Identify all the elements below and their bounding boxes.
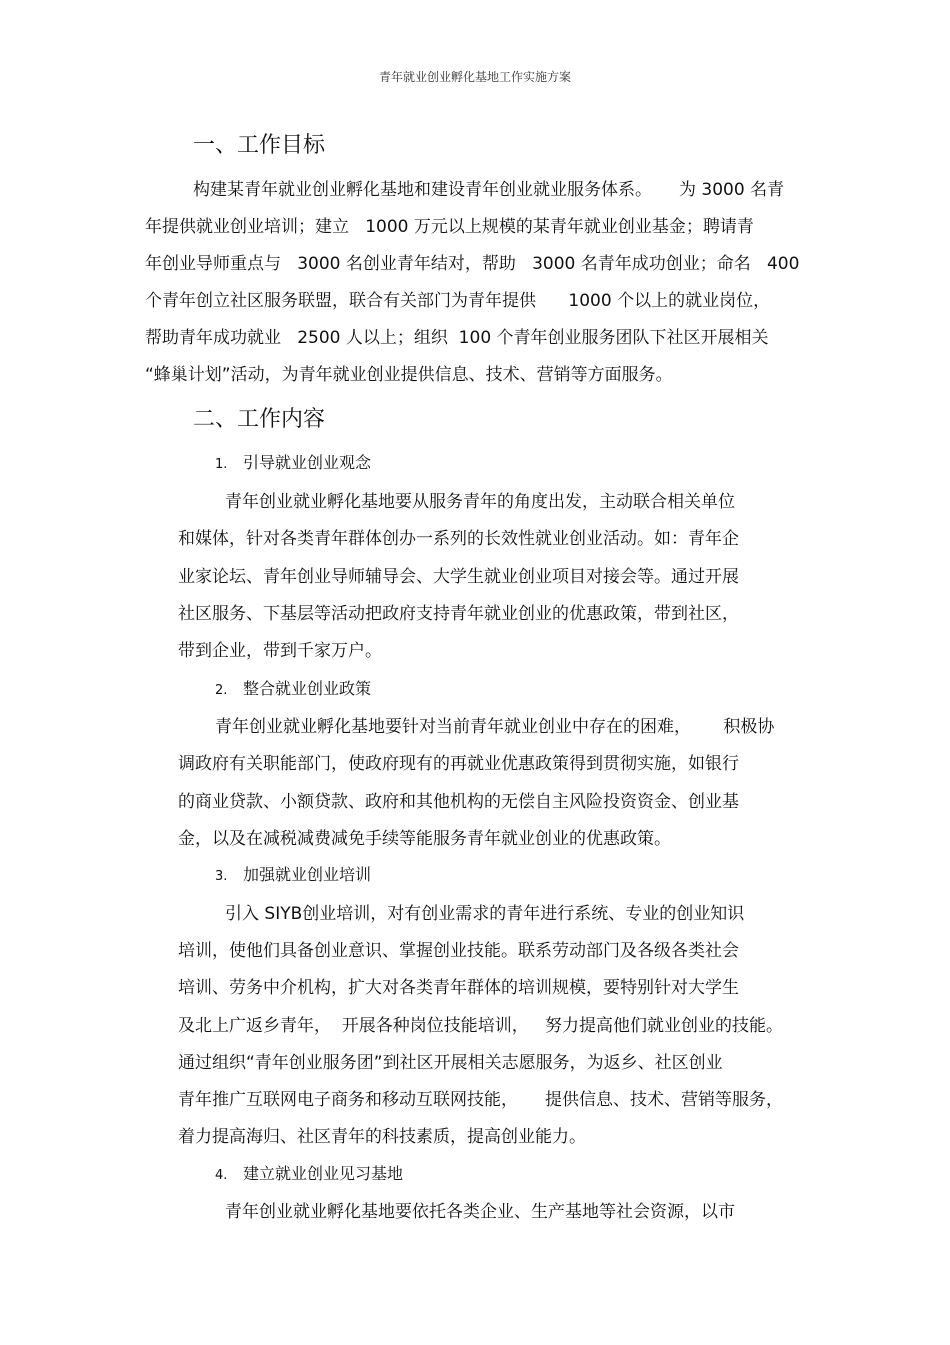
paragraph-line: 通过组织“青年创业服务团”到社区开展相关志愿服务，为返乡、社区创业 [178,1053,723,1073]
paragraph-line: 年提供就业创业培训；建立 1000 万元以上规模的某青年就业创业基金；聘请青 [145,217,754,237]
paragraph-line: 带到企业，带到千家万户。 [178,641,382,661]
item-number: 1. [215,457,228,472]
running-header: 青年就业创业孵化基地工作实施方案 [378,70,571,84]
item-number: 3. [215,869,228,884]
paragraph-line: 和媒体，针对各类青年群体创办一系列的长效性就业创业活动。如：青年企 [178,529,739,549]
paragraph-line: 个青年创立社区服务联盟，联合有关部门为青年提供 1000 个以上的就业岗位， [145,291,771,311]
paragraph-line: 青年创业就业孵化基地要从服务青年的角度出发，主动联合相关单位 [225,492,735,512]
paragraph-line: 青年创业就业孵化基地要针对当前青年就业创业中存在的困难， 积极协 [215,717,775,737]
subheading-item-3 [215,862,371,885]
paragraph-line: 帮助青年成功就业 2500 人以上；组织 100 个青年创业服务团队下社区开展相关 [145,328,769,348]
paragraph-line: 引入 SIYB创业培训，对有创业需求的青年进行系统、专业的创业知识 [225,904,745,924]
paragraph-line: 调政府有关职能部门，使政府现有的再就业优惠政策得到贯彻实施，如银行 [178,754,739,774]
paragraph-line: 着力提高海归、社区青年的科技素质，提高创业能力。 [178,1127,586,1147]
section-heading-goals: 一、工作目标 [193,133,326,158]
subheading-item-1 [215,450,371,473]
paragraph-line: 的商业贷款、小额贷款、政府和其他机构的无偿自主风险投资资金、创业基 [178,792,739,812]
paragraph-line: 金，以及在减税减费减免手续等能服务青年就业创业的优惠政策。 [178,829,671,849]
paragraph-line: 业家论坛、青年创业导师辅导会、大学生就业创业项目对接会等。通过开展 [178,567,739,587]
paragraph-line: “蜂巢计划”活动，为青年就业创业提供信息、技术、营销等方面服务。 [145,365,673,385]
item-number: 2. [215,683,228,698]
item-number: 4. [215,1168,228,1183]
item-title: 引导就业创业观念 [243,453,372,472]
paragraph-line: 构建某青年就业创业孵化基地和建设青年创业就业服务体系。 为 3000 名青 [193,180,785,200]
subheading-item-4 [215,1161,403,1184]
paragraph-line: 培训，使他们具备创业意识、掌握创业技能。联系劳动部门及各级各类社会 [178,941,739,961]
paragraph-line: 社区服务、下基层等活动把政府支持青年就业创业的优惠政策，带到社区， [178,604,739,624]
paragraph-line: 青年推广互联网电子商务和移动互联网技能， 提供信息、技术、营销等服务， [178,1090,784,1110]
item-title: 加强就业创业培训 [243,865,372,884]
item-title: 整合就业创业政策 [243,679,372,698]
paragraph-line: 年创业导师重点与 3000 名创业青年结对，帮助 3000 名青年成功创业；命名 400 [145,254,800,274]
item-title: 建立就业创业见习基地 [243,1164,404,1183]
paragraph-line: 及北上广返乡青年， 开展各种岗位技能培训， 努力提高他们就业创业的技能。 [178,1016,784,1036]
paragraph-line: 培训、劳务中介机构，扩大对各类青年群体的培训规模，要特别针对大学生 [178,978,739,998]
section-heading-content: 二、工作内容 [193,407,326,432]
paragraph-line: 青年创业就业孵化基地要依托各类企业、生产基地等社会资源，以市 [225,1202,735,1222]
subheading-item-2 [215,676,371,699]
